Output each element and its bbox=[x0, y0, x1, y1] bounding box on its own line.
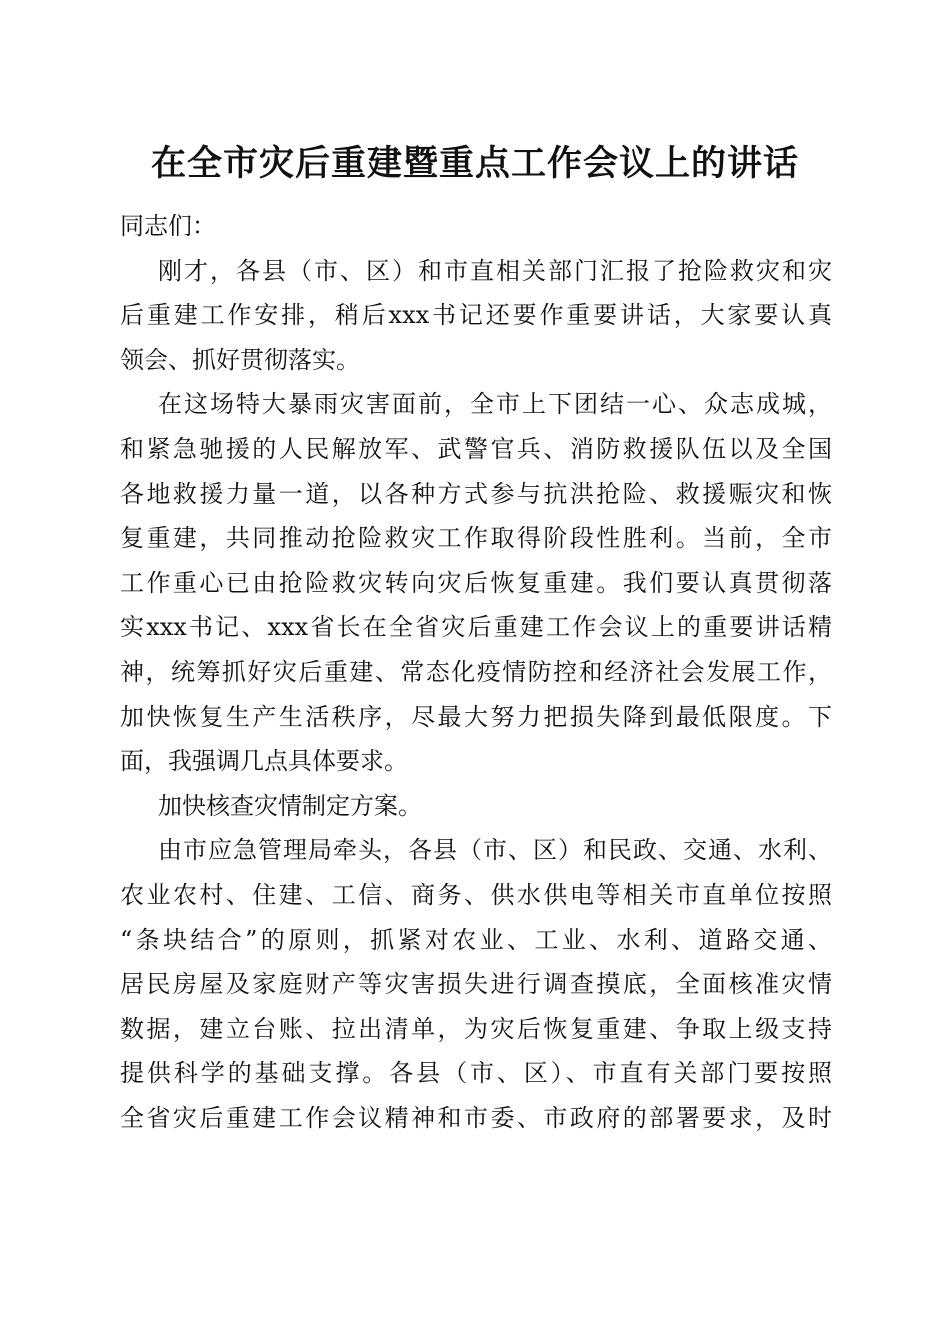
text-line: 领会、抓好贯彻落实。 bbox=[120, 345, 360, 374]
document-body bbox=[120, 204, 832, 1140]
salutation: 同志们： bbox=[120, 212, 216, 240]
text-line: 在这场特大暴雨灾害面前，全市上下团结一心、众志成城， bbox=[158, 390, 832, 419]
text-line: 后重建工作安排，稍后xxx书记还要作重要讲话，大家要认真 bbox=[120, 301, 832, 330]
text-line: 工作重心已由抢险救灾转向灾后恢复重建。我们要认真贯彻落 bbox=[120, 568, 832, 597]
paragraph bbox=[120, 828, 832, 1140]
text-line: 全省灾后重建工作会议精神和市委、市政府的部署要求，及时 bbox=[120, 1103, 832, 1132]
text-line: 刚才，各县（市、区）和市直相关部门汇报了抢险救灾和灾 bbox=[158, 256, 832, 285]
text-line: 加快核查灾情制定方案。 bbox=[158, 791, 422, 820]
text-line: 提供科学的基础支撑。各县（市、区）、市直有关部门要按照 bbox=[120, 1059, 832, 1088]
text-line: 加快恢复生产生活秩序，尽最大努力把损失降到最低限度。下 bbox=[120, 702, 832, 731]
page-title: 在全市灾后重建暨重点工作会议上的讲话 bbox=[150, 143, 799, 184]
paragraph bbox=[120, 382, 832, 783]
text-line: 居民房屋及家庭财产等灾害损失进行调查摸底，全面核准灾情 bbox=[120, 970, 832, 999]
text-line: 由市应急管理局牵头，各县（市、区）和民政、交通、水利、 bbox=[158, 836, 832, 865]
text-line: 面，我强调几点具体要求。 bbox=[120, 747, 408, 776]
paragraph bbox=[120, 249, 832, 383]
text-line: 神，统筹抓好灾后重建、常态化疫情防控和经济社会发展工作， bbox=[120, 657, 832, 686]
text-line: 和紧急驰援的人民解放军、武警官兵、消防救援队伍以及全国 bbox=[120, 434, 832, 463]
text-line: 实xxx书记、xxx省长在全省灾后重建工作会议上的重要讲话精 bbox=[120, 613, 832, 642]
text-line: 数据，建立台账、拉出清单，为灾后恢复重建、争取上级支持 bbox=[120, 1014, 832, 1043]
text-line: 复重建，共同推动抢险救灾工作取得阶段性胜利。当前，全市 bbox=[120, 524, 832, 553]
text-line: 农业农村、住建、工信、商务、供水供电等相关市直单位按照 bbox=[120, 880, 832, 909]
text-line: “条块结合”的原则，抓紧对农业、工业、水利、道路交通、 bbox=[120, 925, 832, 954]
paragraphs bbox=[120, 249, 832, 1141]
text-line: 各地救援力量一道，以各种方式参与抗洪抢险、救援赈灾和恢 bbox=[120, 479, 832, 508]
paragraph bbox=[120, 784, 832, 829]
